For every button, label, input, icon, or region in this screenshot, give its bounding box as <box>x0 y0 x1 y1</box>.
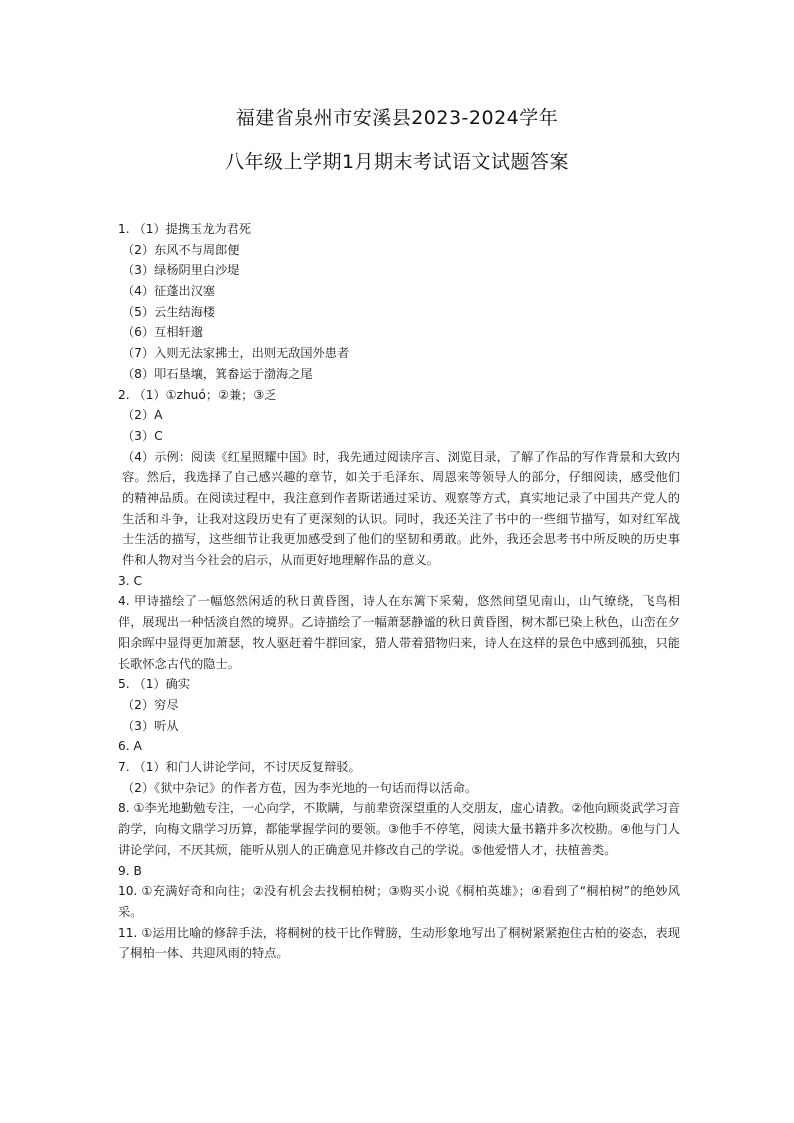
answer-1-8: （8）叩石垦壤，箕畚运于渤海之尾 <box>122 366 313 381</box>
answer-list <box>118 219 680 964</box>
answer-1-6: （6）互相轩邈 <box>122 325 203 340</box>
answer-7-2: （2）《狱中杂记》的作者方苞，因为李光地的一句话而得以活命。 <box>122 780 478 795</box>
answer-2-2: （2）A <box>122 408 163 423</box>
answer-1-2: （2）东风不与周郎便 <box>122 242 240 257</box>
answer-4: 4. 甲诗描绘了一幅悠然闲适的秋日黄昏图，诗人在东篱下采菊，悠然间望见南山，山气缭绕，飞鸟相伴，展现出一种恬淡自然的境界。乙诗描绘了一幅萧瑟静谧的秋日黄昏图，树木都已染上秋色，山峦在夕阳余晖中显得更加萧瑟，牧人驱赶着牛群回家，猎人带着猎物归来，诗人在这样的景色中感到孤独，只能长歌怀念古代的隐士。 <box>118 594 680 671</box>
answer-5-3: （3）听从 <box>122 718 179 733</box>
document-title-line-2: 八年级上学期1月期末考试语文试题答案 <box>224 151 570 173</box>
answer-5-1: 5. （1）确实 <box>118 677 191 692</box>
answer-10: 10. ①充满好奇和向往；②没有机会去找桐柏树；③购买小说《桐柏英雄》；④看到了“桐柏树”的绝妙风采。 <box>118 884 680 919</box>
document-title-line-1: 福建省泉州市安溪县2023-2024学年 <box>235 107 559 129</box>
answer-1-4: （4）征蓬出汉塞 <box>122 284 216 299</box>
answer-2-4: （4）示例：阅读《红星照耀中国》时，我先通过阅读序言、浏览目录，了解了作品的写作背景和大致内容。然后，我选择了自己感兴趣的章节，如关于毛泽东、周恩来等领导人的部分，仔细阅读，感受他们的精神品质。在阅读过程中，我注意到作者斯诺通过采访、观察等方式，真实地记录了中国共产党人的生活和斗争，让我对这段历史有了更深刻的认识。同时，我还关注了书中的一些细节描写，如对红军战士生活的描写，这些细节让我更加感受到了他们的坚韧和勇敢。此外，我还会思考书中所反映的历史事件和人物对当今社会的启示，从而更好地理解作品的意义。 <box>122 449 680 568</box>
answer-1-7: （7）入则无法家拂士，出则无敌国外患者 <box>122 346 350 361</box>
document-header <box>0 96 794 184</box>
answer-6: 6. A <box>118 739 142 754</box>
answer-7-1: 7. （1）和门人讲论学问，不讨厌反复辩驳。 <box>118 760 361 775</box>
answer-8: 8. ①李光地勤勉专注，一心向学，不欺瞒，与前辈资深望重的人交朋友，虚心请教。②他向顾炎武学习音韵学，向梅文鼎学习历算，都能掌握学问的要领。③他手不停笔，阅读大量书籍并多次校勘。④他与门人讲论学问，不厌其烦，能听从别人的正确意见并修改自己的学说。⑤他爱惜人才，扶植善类。 <box>118 801 680 857</box>
answer-2-3: （3）C <box>122 428 163 443</box>
answer-11: 11. ①运用比喻的修辞手法，将桐树的枝干比作臂膀，生动形象地写出了桐树紧紧抱住古柏的姿态，表现了桐柏一体、共迎风雨的特点。 <box>118 925 680 961</box>
answer-1-3: （3）绿杨阴里白沙堤 <box>122 263 240 278</box>
answer-5-2: （2）穷尽 <box>122 697 179 712</box>
answer-3: 3. C <box>118 573 143 588</box>
answer-9: 9. B <box>118 863 142 878</box>
answer-1-5: （5）云生结海楼 <box>122 304 216 319</box>
answer-1-1: 1. （1）提携玉龙为君死 <box>118 222 251 236</box>
answer-2-1: 2. （1）①zhuó；②兼；③乏 <box>118 387 277 402</box>
